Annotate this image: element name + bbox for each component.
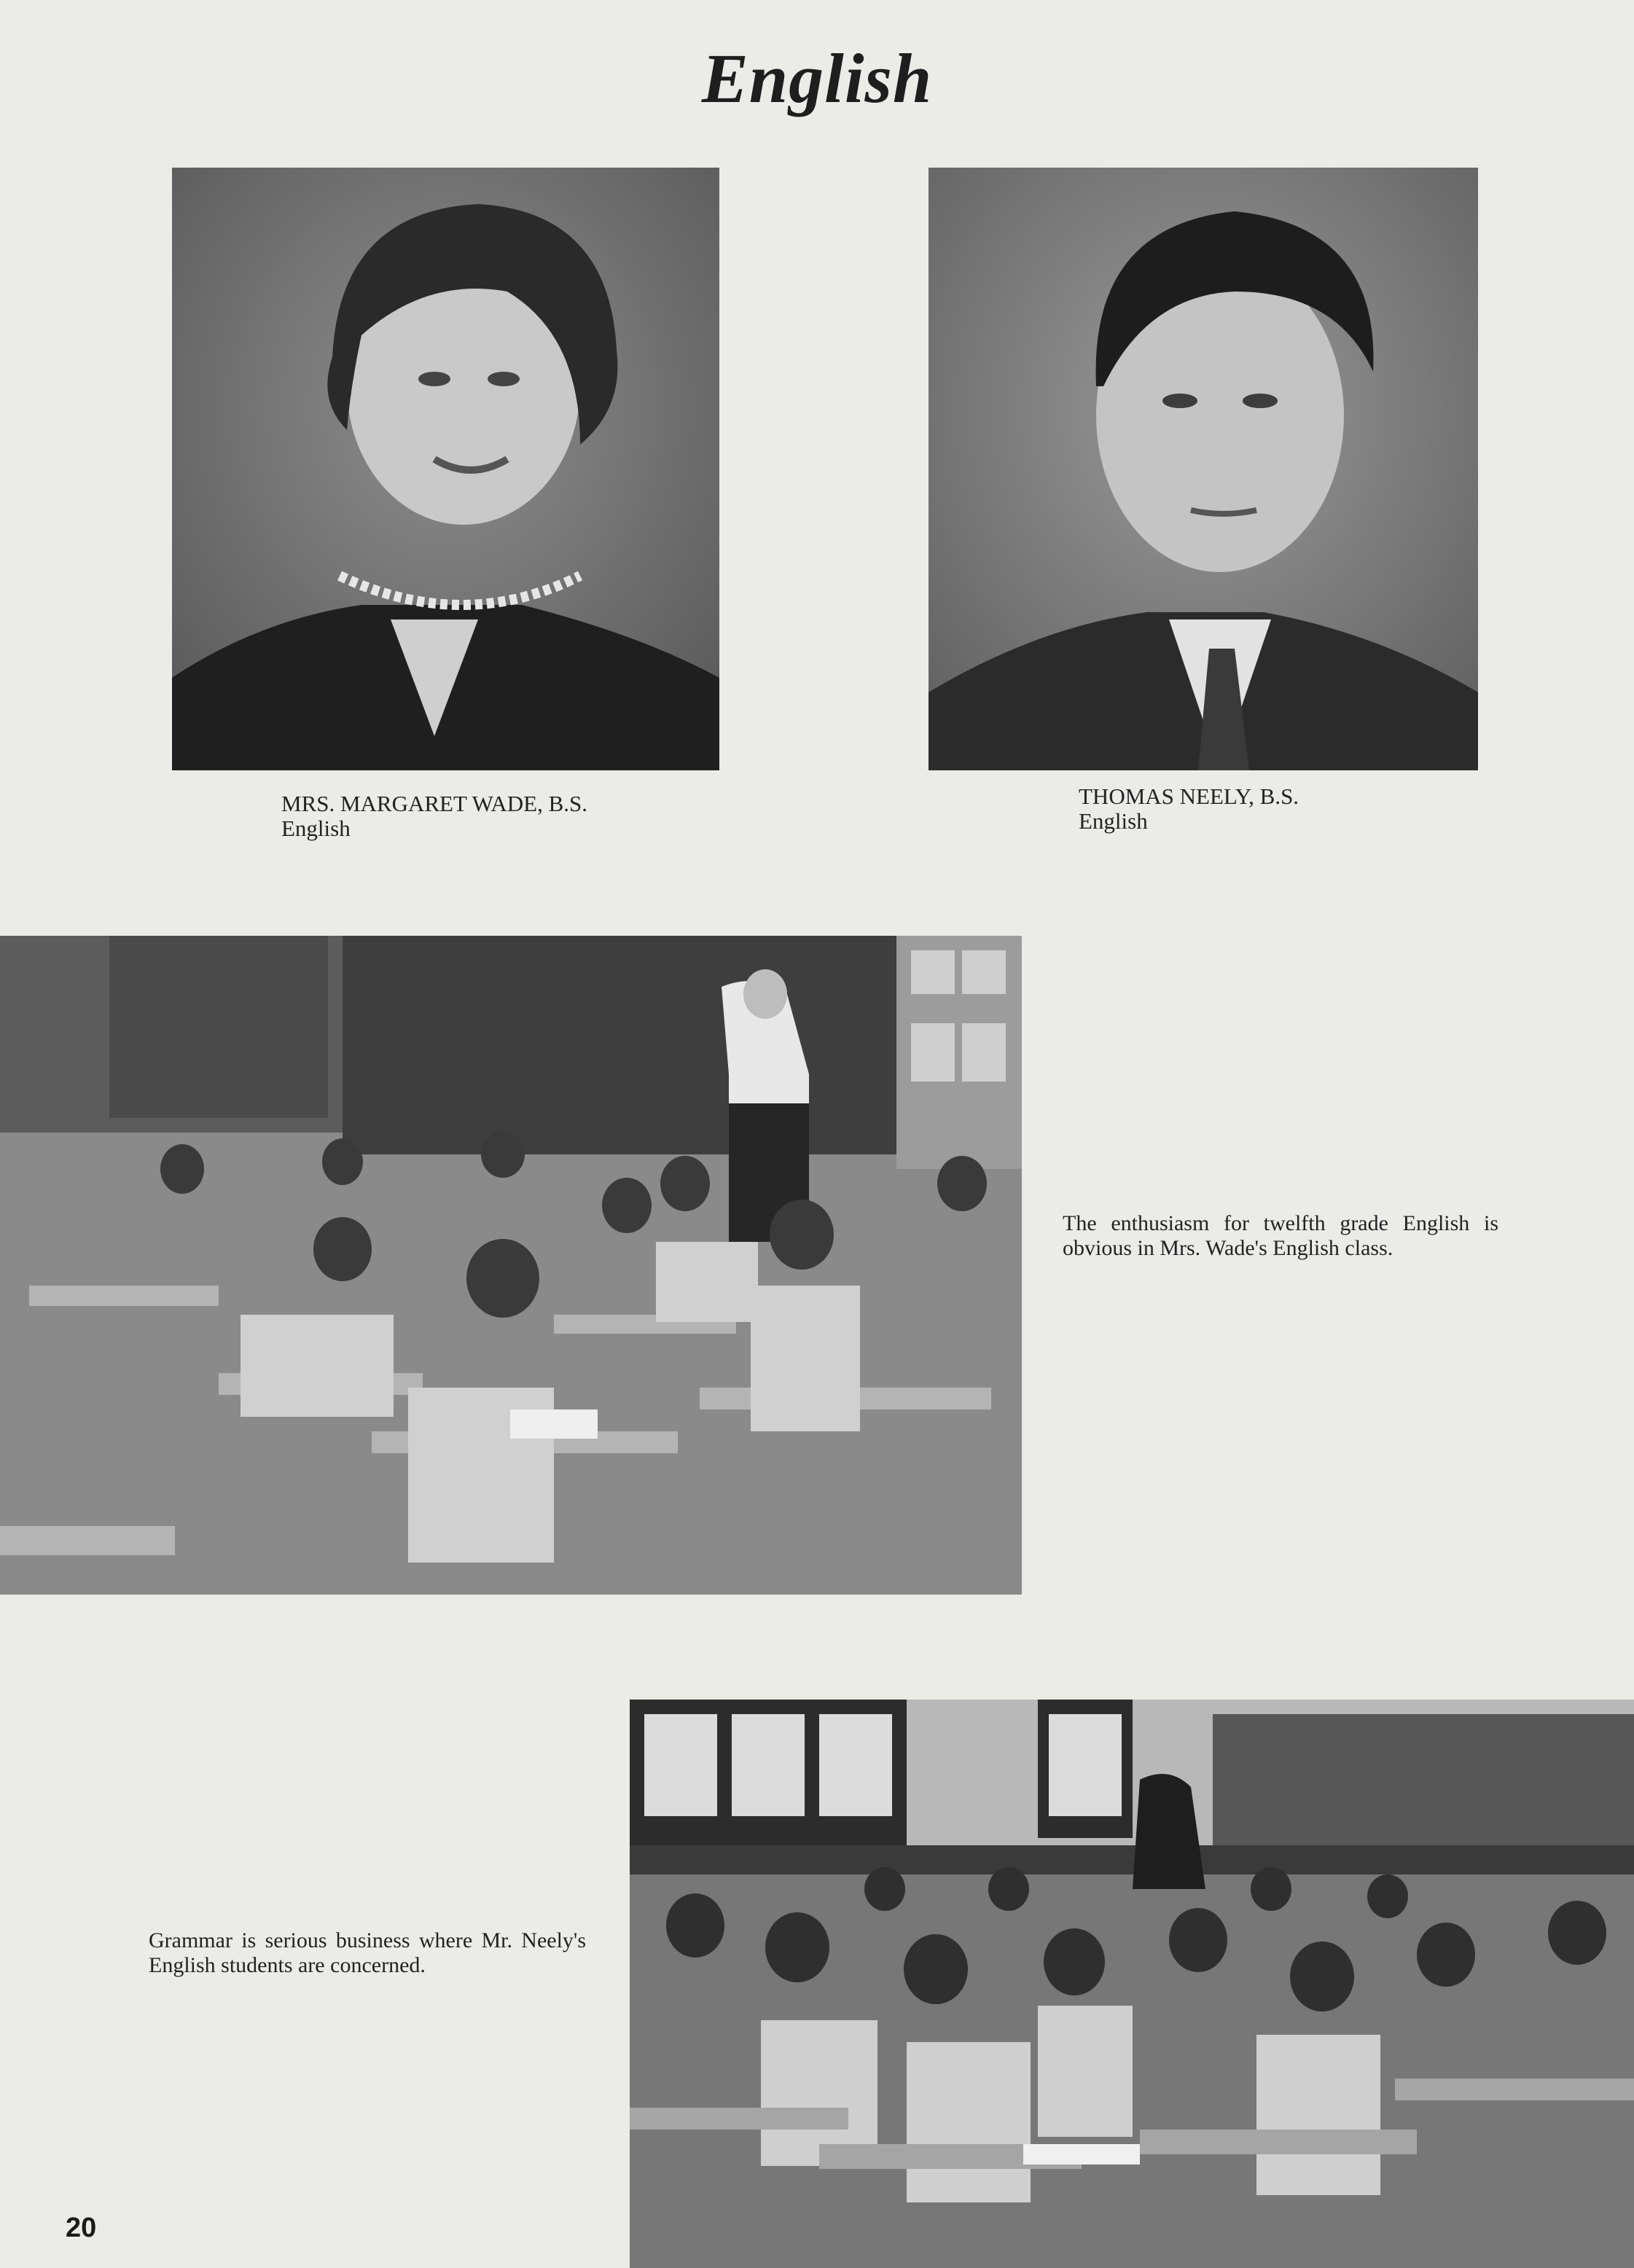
classroom-photo-neely: [630, 1700, 1634, 2268]
portrait-name: MRS. MARGARET WADE, B.S.: [281, 791, 588, 816]
portrait-neely-photo: [929, 168, 1478, 770]
portrait-wade-caption: [281, 791, 689, 841]
page-number: 20: [66, 2213, 97, 2243]
classroom-caption-neely: Grammar is serious business where Mr. Neely's English students are concerned.: [149, 1928, 586, 1977]
classroom-photo-wade: [0, 936, 1022, 1595]
portrait-name: THOMAS NEELY, B.S.: [1079, 783, 1299, 809]
classroom-caption-wade: The enthusiasm for twelfth grade English is obvious in Mrs. Wade's English class.: [1063, 1211, 1498, 1260]
portrait-wade-photo: [172, 168, 719, 770]
portrait-subject: English: [281, 816, 351, 841]
portrait-neely-caption: [1079, 784, 1443, 834]
page-title: English: [701, 39, 933, 117]
portrait-subject: English: [1079, 808, 1148, 834]
